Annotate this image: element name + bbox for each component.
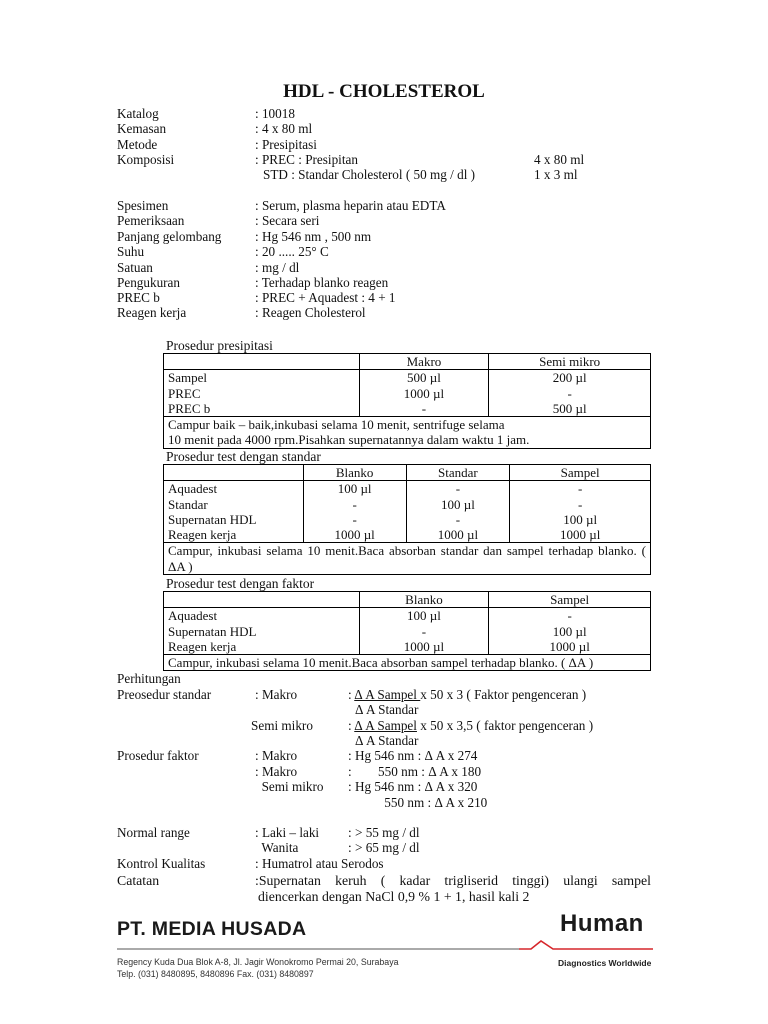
- kontrol-label: Kontrol Kualitas: [117, 856, 206, 871]
- precip-heading: Prosedur presipitasi: [166, 338, 273, 353]
- header-cell: [164, 465, 304, 481]
- info-value: : 10018: [255, 106, 295, 121]
- faktor-value: : Hg 546 nm : Δ A x 320: [348, 779, 478, 794]
- normal-female-value: : > 65 mg / dl: [348, 840, 420, 855]
- info-value: : PREC : Presipitan: [255, 152, 358, 167]
- table-row: [164, 608, 651, 655]
- normal-female: Wanita: [255, 840, 299, 855]
- row-label: Aquadest Supernatan HDL Reagen kerja: [164, 608, 360, 655]
- note-row: [164, 543, 651, 575]
- sampel-values: - - 100 µl 1000 µl: [510, 481, 651, 543]
- info-label: Komposisi: [117, 152, 175, 167]
- note-row: [164, 655, 651, 671]
- header-cell: Makro: [359, 354, 489, 370]
- faktor-value: : 550 nm : Δ A x 180: [348, 764, 482, 779]
- note-row: [164, 417, 651, 449]
- makro-formula: : Δ A Sampel x 50 x 3 ( Faktor pengenceran ): [348, 687, 587, 702]
- blanko-values: 100 µl - 1000 µl: [359, 608, 489, 655]
- semi-mikro-values: 200 µl - 500 µl: [489, 370, 651, 417]
- precip-table: [163, 353, 651, 449]
- catatan-label: Catatan: [117, 873, 160, 888]
- info-value: : mg / dl: [255, 260, 300, 275]
- sampel-values: - 100 µl 1000 µl: [489, 608, 651, 655]
- table-header-row: [164, 354, 651, 370]
- header-cell: Standar: [406, 465, 510, 481]
- semi-label: Semi mikro: [251, 718, 313, 733]
- perhitungan-heading: Perhitungan: [117, 671, 181, 686]
- note-cell: Campur, inkubasi selama 10 menit.Baca absorban standar dan sampel terhadap blanko. ( ΔA ): [164, 543, 651, 575]
- catatan-line1: :Supernatan keruh ( kadar trigliserid tinggi) ulangi sampel: [255, 873, 651, 888]
- blanko-values: 100 µl - - 1000 µl: [303, 481, 406, 543]
- page-title: HDL - CHOLESTEROL: [283, 81, 485, 102]
- info-value: : Serum, plasma heparin atau EDTA: [255, 198, 446, 213]
- header-cell: Sampel: [510, 465, 651, 481]
- info-label: Metode: [117, 137, 158, 152]
- header-cell: Sampel: [489, 592, 651, 608]
- info-value: STD : Standar Cholesterol ( 50 mg / dl ): [263, 167, 476, 182]
- kontrol-value: : Humatrol atau Serodos: [255, 856, 384, 871]
- row-label: Aquadest Standar Supernatan HDL Reagen kerja: [164, 481, 304, 543]
- footer-divider-icon: [117, 940, 653, 956]
- header-cell: [164, 354, 360, 370]
- info-label: Satuan: [117, 260, 153, 275]
- faktor-method: : Makro: [255, 764, 298, 779]
- std-qty: 1 x 3 ml: [534, 167, 578, 182]
- faktor-value: 550 nm : Δ A x 210: [348, 795, 488, 810]
- makro-denominator: Δ A Standar: [355, 702, 419, 717]
- note-cell: Campur, inkubasi selama 10 menit.Baca absorban sampel terhadap blanko. ( ΔA ): [164, 655, 651, 671]
- company-address: Regency Kuda Dua Blok A-8, Jl. Jagir Wonokromo Permai 20, Surabaya: [117, 957, 399, 967]
- info-value: : Terhadap blanko reagen: [255, 275, 389, 290]
- normal-male-value: : > 55 mg / dl: [348, 825, 420, 840]
- normal-male: : Laki – laki: [255, 825, 320, 840]
- semi-denominator: Δ A Standar: [355, 733, 419, 748]
- company-phone: Telp. (031) 8480895, 8480896 Fax. (031) 8480897: [117, 969, 314, 979]
- header-cell: Blanko: [303, 465, 406, 481]
- makro-label: : Makro: [255, 687, 298, 702]
- table-row: [164, 370, 651, 417]
- info-value: : Reagen Cholesterol: [255, 305, 366, 320]
- faktor-table: [163, 591, 651, 671]
- faktor-label: Prosedur faktor: [117, 748, 199, 763]
- header-cell: Blanko: [359, 592, 489, 608]
- info-value: : 4 x 80 ml: [255, 121, 313, 136]
- row-label: Sampel PREC PREC b: [164, 370, 360, 417]
- faktor-value: : Hg 546 nm : Δ A x 274: [348, 748, 478, 763]
- faktor-heading: Prosedur test dengan faktor: [166, 576, 315, 591]
- standar-values: - 100 µl - 1000 µl: [406, 481, 510, 543]
- info-label: Katalog: [117, 106, 159, 121]
- header-cell: [164, 592, 360, 608]
- table-header-row: [164, 592, 651, 608]
- info-value: : Presipitasi: [255, 137, 317, 152]
- company-name: PT. MEDIA HUSADA: [117, 918, 307, 940]
- info-label: PREC b: [117, 290, 160, 305]
- info-label: Panjang gelombang: [117, 229, 222, 244]
- info-label: Pemeriksaan: [117, 213, 185, 228]
- info-value: : Hg 546 nm , 500 nm: [255, 229, 372, 244]
- prec-qty: 4 x 80 ml: [534, 152, 585, 167]
- info-value: : Secara seri: [255, 213, 320, 228]
- semi-formula: : Δ A Sampel x 50 x 3,5 ( faktor pengenceran ): [348, 718, 594, 733]
- std-label: Preosedur standar: [117, 687, 212, 702]
- note-cell: Campur baik – baik,inkubasi selama 10 menit, sentrifuge selama 10 menit pada 4000 rpm.Pisahkan supernatannya dalam waktu 1 jam.: [164, 417, 651, 449]
- catatan-line2: diencerkan dengan NaCl 0,9 % 1 + 1, hasil kali 2: [258, 889, 530, 904]
- info-label: Suhu: [117, 244, 145, 259]
- human-logo: Human: [560, 910, 644, 937]
- info-label: Spesimen: [117, 198, 169, 213]
- normal-label: Normal range: [117, 825, 190, 840]
- makro-values: 500 µl 1000 µl -: [359, 370, 489, 417]
- header-cell: Semi mikro: [489, 354, 651, 370]
- standar-table: [163, 464, 651, 575]
- table-header-row: [164, 465, 651, 481]
- logo-tagline: Diagnostics Worldwide: [558, 958, 652, 968]
- info-label: Kemasan: [117, 121, 167, 136]
- info-value: : PREC + Aquadest : 4 + 1: [255, 290, 396, 305]
- faktor-method: : Makro: [255, 748, 298, 763]
- info-value: : 20 ..... 25° C: [255, 244, 329, 259]
- standar-heading: Prosedur test dengan standar: [166, 449, 321, 464]
- info-label: Pengukuran: [117, 275, 180, 290]
- faktor-method: Semi mikro: [255, 779, 324, 794]
- table-row: [164, 481, 651, 543]
- info-label: Reagen kerja: [117, 305, 187, 320]
